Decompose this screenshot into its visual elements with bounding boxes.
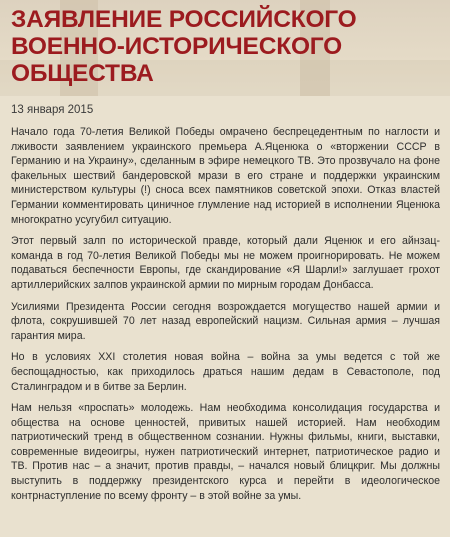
article-date: 13 января 2015 [11, 104, 94, 116]
article-title: ЗАЯВЛЕНИЕ РОССИЙСКОГО ВОЕННО-ИСТОРИЧЕСКОГО ОБЩЕСТВА [11, 6, 357, 87]
article-paragraph: Но в условиях XXI столетия новая война – война за умы ведется с той же беспощадностью, как приходилось драться нашим дедам в Севастополе, под Сталинградом и в битве за Берлин. [11, 351, 440, 393]
article-paragraph: Нам нельзя «проспать» молодежь. Нам необходима консолидация государства и общества на основе ценностей, привитых нашей историей. Нам необходим патриотический тренд в общественном сознании. Нужны фильмы, книги, выставки, современные видеоигры, нужен патриотический интернет, патриотическое радио и ТВ. Против нас – а значит, против правды, – начался новый блицкриг. Мы должны выступить в поддержку президентского курса и перейти в идеологическое контрнаступление по всему фронту – в этой войне за умы. [11, 402, 440, 502]
article-paragraph: Этот первый залп по исторической правде, который дали Яценюк и его айнзац-команда в год 70-летия Великой Победы мы не можем проигнорировать. Не можем подаваться беспечности Европы, где скандирование «Я Шарли!» заглушает грохот артиллерийских залпов украинской армии по мирным городам Донбасса. [11, 235, 440, 291]
page-header [0, 0, 450, 96]
article-body [11, 125, 440, 510]
article-paragraph: Начало года 70-летия Великой Победы омрачено беспрецедентным по наглости и лживости заявлением украинского премьера А.Яценюка о «вторжении СССР в Германию и на Украину», сделанным в эфире немецкого ТВ. Это прозвучало на фоне факельных шествий бандеровской мрази в его стране и поддержки украинским министерством культуры (!) сноса всех памятников советской эпохи. Отказ властей Германии комментировать циничное глумление над историей в исполнении Яценюка многократно усугубил ситуацию. [11, 126, 440, 226]
article-paragraph: Усилиями Президента России сегодня возрождается могущество нашей армии и флота, сокрушившей 70 лет назад европейский нацизм. Сильная армия – лучшая гарантия мира. [11, 300, 440, 342]
